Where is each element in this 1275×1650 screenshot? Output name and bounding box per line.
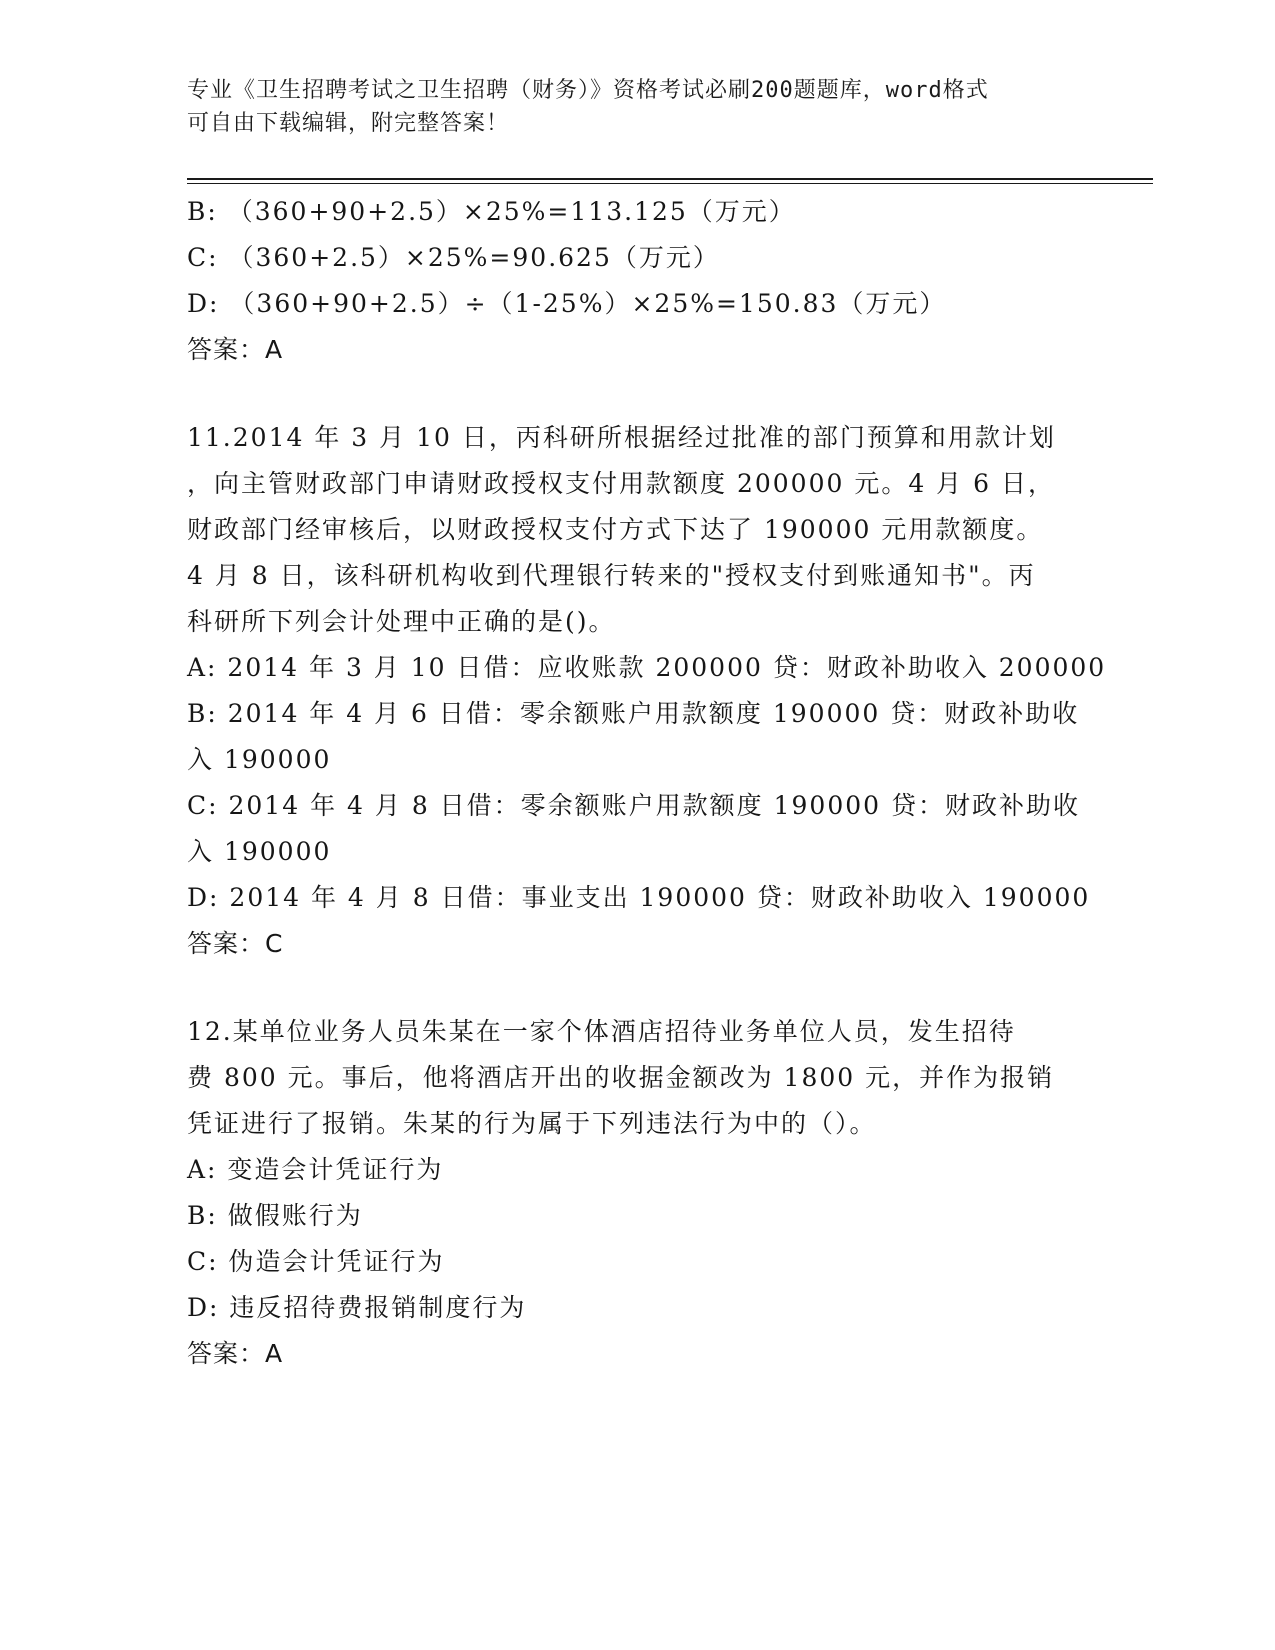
- q12-answer: 答案：A: [187, 1339, 284, 1368]
- q12-option-a: A: 变造会计凭证行为: [187, 1155, 444, 1184]
- q11-answer: 答案：C: [187, 929, 284, 958]
- spacer: [187, 373, 1087, 415]
- q11-option-c-cont: 入 190000: [187, 837, 332, 866]
- question-10: [187, 189, 1087, 373]
- document-body: [187, 189, 1107, 1377]
- question-12: [187, 1009, 1087, 1377]
- q11-stem-line: 科研所下列会计处理中正确的是()。: [187, 607, 616, 636]
- q12-option-c: C: 伪造会计凭证行为: [187, 1247, 445, 1276]
- question-11: [187, 415, 1107, 967]
- header-line-1: 专业《卫生招聘考试之卫生招聘（财务）》资格考试必刷200题题库，word格式: [187, 78, 989, 103]
- q10-option-c: C: （360+2.5）×25%=90.625（万元）: [187, 243, 720, 272]
- q11-stem-line: 财政部门经审核后，以财政授权支付方式下达了 190000 元用款额度。: [187, 515, 1044, 544]
- q12-stem-line: 12.某单位业务人员朱某在一家个体酒店招待业务单位人员，发生招待: [187, 1017, 1016, 1046]
- q10-option-b: B: （360+90+2.5）×25%=113.125（万元）: [187, 197, 796, 226]
- q12-stem-line: 凭证进行了报销。朱某的行为属于下列违法行为中的（）。: [187, 1109, 877, 1138]
- q11-option-d: D: 2014 年 4 月 8 日借：事业支出 190000 贷：财政补助收入 190000: [187, 883, 1091, 912]
- q10-option-d: D: （360+90+2.5）÷（1-25%）×25%=150.83（万元）: [187, 289, 947, 318]
- header-line-2: 可自由下载编辑，附完整答案！: [187, 111, 510, 136]
- q11-stem-line: 11.2014 年 3 月 10 日，丙科研所根据经过批准的部门预算和用款计划: [187, 423, 1056, 452]
- spacer: [187, 967, 1087, 1009]
- q11-option-a: A: 2014 年 3 月 10 日借：应收账款 200000 贷：财政补助收入 200000: [187, 653, 1107, 682]
- q12-option-d: D: 违反招待费报销制度行为: [187, 1293, 527, 1322]
- q11-option-c: C: 2014 年 4 月 8 日借：零余额账户用款额度 190000 贷：财政补助收: [187, 791, 1080, 820]
- header-rule-thin: [187, 183, 1153, 184]
- q11-option-b: B: 2014 年 4 月 6 日借：零余额账户用款额度 190000 贷：财政补助收: [187, 699, 1080, 728]
- q12-option-b: B: 做假账行为: [187, 1201, 363, 1230]
- q11-stem-line: ，向主管财政部门申请财政授权支付用款额度 200000 元。4 月 6 日，: [187, 469, 1055, 498]
- q10-answer: 答案：A: [187, 335, 284, 364]
- q11-option-b-cont: 入 190000: [187, 745, 332, 774]
- page-header: [187, 74, 1087, 140]
- q12-stem-line: 费 800 元。事后，他将酒店开出的收据金额改为 1800 元，并作为报销: [187, 1063, 1055, 1092]
- header-rule-thick: [187, 178, 1153, 180]
- q11-stem-line: 4 月 8 日，该科研机构收到代理银行转来的"授权支付到账通知书"。丙: [187, 561, 1036, 590]
